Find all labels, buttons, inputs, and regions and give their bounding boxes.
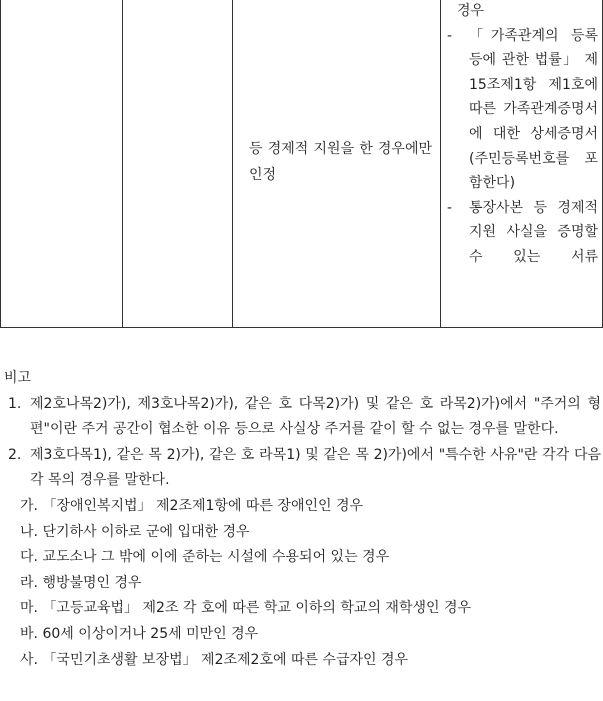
sub-item-label: 바. bbox=[20, 625, 38, 642]
note-text: 제3호다목1), 같은 목 2)가), 같은 호 라목1) 및 같은 목 2)가)에서 "특수한 사유"란 각각 다음 각 목의 경우를 말한다. bbox=[30, 446, 601, 489]
note-text: 제2호나목2)가), 제3호나목2)가), 같은 호 다목2)가) 및 같은 호 라목2)가)에서 "주거의 형편"이란 주거 공간이 협소한 이유 등으로 사실상 주거를 같이 할 수 없는 경우를 말한다. bbox=[30, 395, 601, 438]
sub-item-text: 「고등교육법」 제2조 각 호에 따른 학교 이하의 학교의 재학생인 경우 bbox=[42, 600, 472, 617]
table-cell-col4 bbox=[441, 0, 603, 328]
sub-item-label: 마. bbox=[20, 600, 38, 617]
sub-item-text: 행방불명인 경우 bbox=[42, 574, 142, 591]
sub-item-text: 단기하사 이하로 군에 입대한 경우 bbox=[42, 523, 250, 540]
list-item-dash: - bbox=[447, 199, 453, 216]
sub-item-text: 「장애인복지법」 제2조제1항에 따른 장애인인 경우 bbox=[42, 497, 364, 514]
table-row bbox=[1, 0, 603, 328]
notes-section bbox=[0, 366, 603, 673]
note-sub-item bbox=[0, 622, 603, 648]
sub-item-text: 「국민기초생활 보장법」 제2조제2호에 따른 수급자인 경우 bbox=[42, 651, 409, 668]
list-item-text: 「가족관계의 등록 등에 관한 법률」 제15조제1항 제1호에 따른 가족관계증명서에 대한 상세증명서(주민등록번호를 포함한다) bbox=[469, 27, 598, 192]
sub-item-label: 가. bbox=[20, 497, 38, 514]
table-cell-col3 bbox=[233, 0, 441, 328]
note-sub-item bbox=[0, 648, 603, 674]
col3-text: 등 경제적 지원을 한 경우에만 인정 bbox=[249, 141, 432, 183]
sub-item-label: 라. bbox=[20, 574, 38, 591]
col4-first-line: 경우 bbox=[457, 3, 485, 19]
note-item bbox=[0, 443, 603, 494]
notes-heading: 비고 bbox=[4, 370, 32, 386]
sub-item-text: 교도소나 그 밖에 이에 준하는 시설에 수용되어 있는 경우 bbox=[42, 549, 390, 566]
list-item-text: 통장사본 등 경제적 지원 사실을 증명할 수 있는 서류 bbox=[469, 199, 598, 265]
col4-content bbox=[441, 0, 602, 272]
note-number: 2. bbox=[8, 446, 22, 463]
note-sub-item bbox=[0, 545, 603, 571]
sub-item-label: 다. bbox=[20, 549, 38, 566]
list-item bbox=[447, 196, 598, 270]
note-item bbox=[0, 392, 603, 443]
sub-item-label: 사. bbox=[20, 651, 38, 668]
document-table bbox=[0, 0, 603, 328]
note-sub-item bbox=[0, 494, 603, 520]
list-item-dash: - bbox=[447, 27, 453, 44]
list-item bbox=[447, 24, 598, 196]
table-cell-col1 bbox=[1, 0, 123, 328]
note-sub-item bbox=[0, 520, 603, 546]
table-cell-col2 bbox=[123, 0, 233, 328]
sub-item-label: 나. bbox=[20, 523, 38, 540]
sub-item-text: 60세 이상이거나 25세 미만인 경우 bbox=[42, 625, 259, 642]
note-sub-item bbox=[0, 596, 603, 622]
note-sub-item bbox=[0, 571, 603, 597]
note-number: 1. bbox=[8, 395, 22, 412]
